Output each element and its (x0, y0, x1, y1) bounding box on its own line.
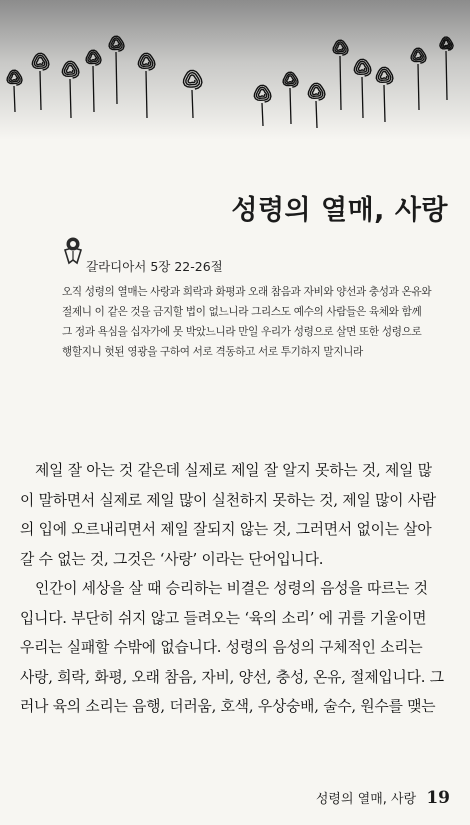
page-number: 19 (426, 788, 450, 808)
chapter-title: 성령의 열매, 사랑 (231, 195, 448, 227)
body-line: 입니다. 부단히 쉬지 않고 들려오는 ‘육의 소리’ 에 귀를 기울이면 (20, 609, 427, 627)
bible-verse-icon (60, 236, 86, 266)
body-paragraphs (20, 456, 456, 722)
body-line: 제일 잘 아는 것 같은데 실제로 제일 잘 알지 못하는 것, 제일 많 (35, 462, 432, 479)
page-footer (316, 788, 450, 808)
scripture-line: 행할지니 헛된 영광을 구하여 서로 격동하고 서로 투기하지 말지니라 (62, 346, 363, 358)
scripture-line: 오직 성령의 열매는 사랑과 희락과 화평과 오래 참음과 자비와 양선과 충성과 온유와 (62, 286, 432, 298)
body-line: 우리는 실패할 수밖에 없습니다. 성령의 음성의 구체적인 소리는 (20, 639, 423, 656)
scripture-reference: 갈라디아서 5장 22-26절 (86, 259, 223, 274)
scripture-line: 절제니 이 같은 것을 금지할 법이 없느니라 그리스도 예수의 사람들은 육체와 함께 (62, 306, 422, 318)
body-line: 사랑, 희락, 화평, 오래 참음, 자비, 양선, 충성, 온유, 절제입니다. 그 (20, 668, 444, 686)
body-line: 갈 수 없는 것, 그것은 ‘사랑’ 이라는 단어입니다. (20, 550, 324, 568)
scripture-line: 그 정과 욕심을 십자가에 못 박았느니라 만일 우리가 성령으로 살면 또한 성령으로 (62, 326, 422, 338)
body-line: 의 입에 오르내리면서 제일 잘되지 않는 것, 그러면서 없이는 살아 (20, 521, 432, 538)
running-title: 성령의 열매, 사랑 (315, 792, 417, 807)
header-flower-illustration (0, 0, 470, 140)
scripture-passage (62, 282, 454, 362)
body-line: 인간이 세상을 살 때 승리하는 비결은 성령의 음성을 따르는 것 (35, 580, 428, 597)
body-line: 러나 육의 소리는 음행, 더러움, 호색, 우상숭배, 술수, 원수를 맺는 (20, 698, 436, 715)
body-line: 이 말하면서 실제로 제일 많이 실천하지 못하는 것, 제일 많이 사람 (20, 491, 436, 509)
